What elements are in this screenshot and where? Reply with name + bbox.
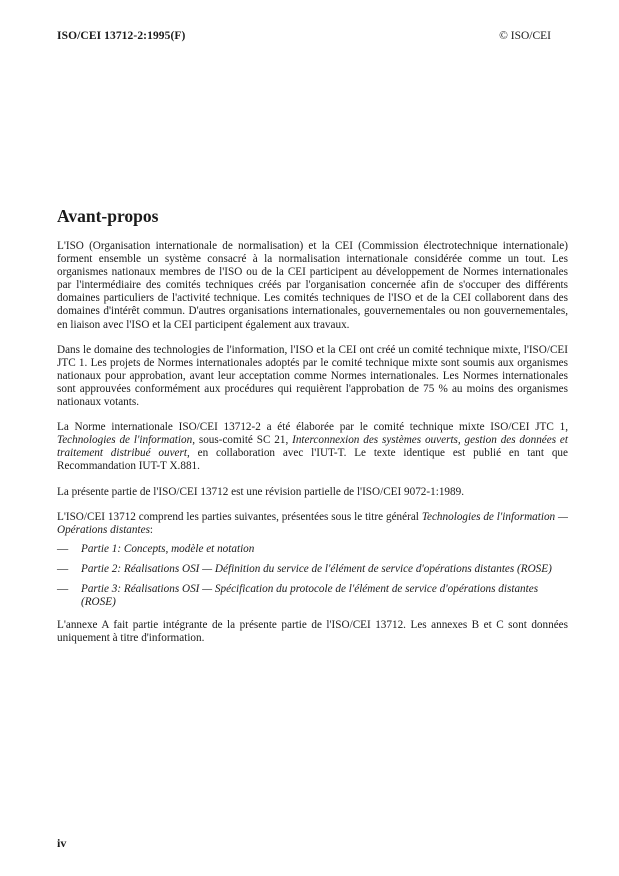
list-item-text: Partie 1: Concepts, modèle et notation <box>81 542 255 555</box>
section-title: Avant-propos <box>57 206 159 226</box>
list-dash: — <box>57 582 69 595</box>
list-dash: — <box>57 542 69 555</box>
paragraph-elaboration-text-a: La Norme internationale ISO/CEI 13712-2 a été élaborée par le comité technique mixte ISO/CEI JTC 1, <box>57 421 568 434</box>
general-title: Technologies de l'information — Opérations distantes <box>57 510 568 536</box>
paragraph-revision: La présente partie de l'ISO/CEI 13712 est une révision partielle de l'ISO/CEI 9072-1:1989. <box>57 485 464 498</box>
list-item <box>57 563 568 576</box>
paragraph-annexes: L'annexe A fait partie intégrante de la présente partie de l'ISO/CEI 13712. Les annexes B et C sont données uniquement à titre d'information. <box>57 619 568 645</box>
list-item <box>57 543 568 556</box>
subcommittee-title: Interconnexion des systèmes ouverts, gestion des données et traitement distribué ouvert, <box>57 434 569 460</box>
list-item <box>57 583 568 609</box>
parts-list <box>57 543 568 609</box>
paragraph-jtc1: Dans le domaine des technologies de l'information, l'ISO et la CEI ont créé un comité technique mixte, l'ISO/CEI JTC 1. Les projets de Normes internationales adoptés par le comité technique mixte sont soumis aux organismes nationaux pour approbation, avant leur acceptation comme Normes internationales. Les Normes internationales sont approuvées conformément aux procédures qui requièrent l'approbation de 75 % au moins des organismes nationaux votants. <box>57 343 568 409</box>
paragraph-elaboration <box>57 421 568 473</box>
copyright-notice: © ISO/CEI <box>499 30 551 42</box>
paragraph-elaboration-text-e: en collaboration avec l'IUT-T. Le texte identique est publié en tant que Recommandation IUT-T X.881. <box>57 447 568 473</box>
parts-intro-text: L'ISO/CEI 13712 comprend les parties suivantes, présentées sous le titre général <box>57 510 422 523</box>
document-body <box>57 240 568 657</box>
page-number: iv <box>57 836 67 850</box>
parts-intro-colon: : <box>149 523 154 536</box>
list-item-text: Partie 2: Réalisations OSI — Définition du service de l'élément de service d'opérations distantes (ROSE) <box>81 562 552 575</box>
paragraph-parts-intro <box>57 511 568 537</box>
list-dash: — <box>57 562 69 575</box>
list-item-text: Partie 3: Réalisations OSI — Spécification du protocole de l'élément de service d'opérations distantes (ROSE) <box>81 582 539 609</box>
committee-title: Technologies de l'information, <box>57 434 195 447</box>
paragraph-iso-cei-intro: L'ISO (Organisation internationale de normalisation) et la CEI (Commission électrotechnique internationale) forment ensemble un système consacré à la normalisation internationale considérée comme un tout. Les organismes nationaux membres de l'ISO ou de la CEI participent au développement de Normes internationales par l'intermédiaire des comités techniques créés par l'organisation concernée afin de s'occuper des différents domaines particuliers de l'activité technique. Les comités techniques de l'ISO et de la CEI collaborent dans des domaines d'intérêt commun. D'autres organisations internationales, gouvernementales ou non gouvernementales, en liaison avec l'ISO et la CEI participent également aux travaux. <box>57 240 568 331</box>
paragraph-elaboration-text-c: sous-comité SC 21, <box>195 434 293 447</box>
document-identifier: ISO/CEI 13712-2:1995(F) <box>57 30 186 42</box>
